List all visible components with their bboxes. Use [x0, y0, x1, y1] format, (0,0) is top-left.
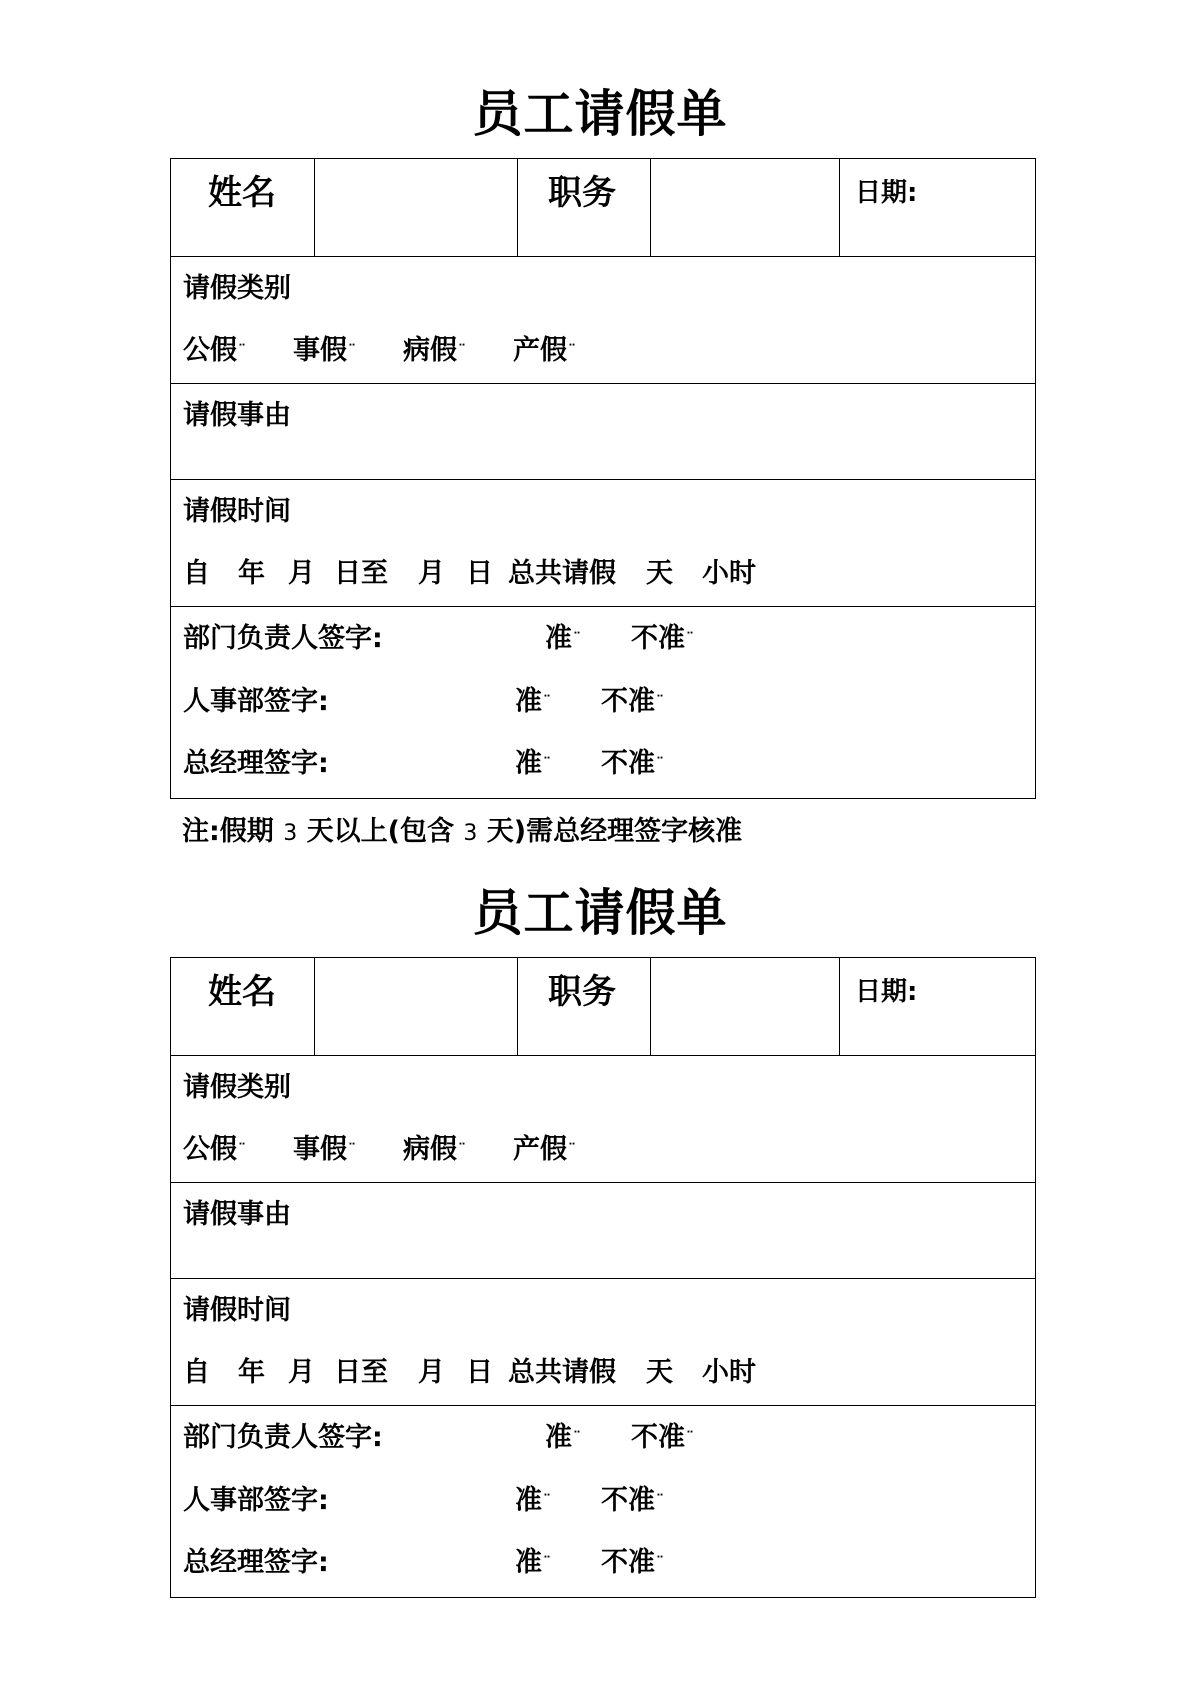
note-middle: 天以上(包含 [306, 816, 454, 847]
option-label: 公假 [183, 335, 237, 366]
checkbox-icon[interactable]: ¨ [656, 754, 664, 773]
divider [517, 958, 518, 1055]
reason-label: 请假事由 [183, 1199, 291, 1230]
form-table [170, 957, 1036, 1598]
reason-label: 请假事由 [183, 400, 291, 431]
leave-option-maternity[interactable] [513, 335, 576, 367]
name-label: 姓名 [208, 173, 276, 213]
leave-option-public[interactable] [183, 335, 246, 367]
divider [839, 958, 840, 1055]
time-hours: 小时 [702, 1357, 756, 1388]
option-label: 事假 [293, 335, 347, 366]
date-label: 日期: [855, 178, 918, 208]
checkbox-icon[interactable]: ¨ [656, 1491, 664, 1510]
divider [650, 958, 651, 1055]
time-total: 总共请假 [508, 558, 616, 589]
checkbox-icon[interactable]: ¨ [238, 341, 246, 360]
signature-row [171, 606, 1035, 798]
time-month-2: 月 [418, 1357, 445, 1388]
leave-option-personal[interactable] [293, 1134, 356, 1166]
dept-reject[interactable] [631, 1422, 694, 1454]
checkbox-icon[interactable]: ¨ [543, 1553, 551, 1572]
date-label: 日期: [855, 977, 918, 1007]
time-from: 自 [183, 558, 210, 589]
checkbox-icon[interactable]: ¨ [568, 1140, 576, 1159]
header-row [171, 958, 1035, 1055]
hr-reject[interactable] [601, 686, 664, 718]
position-label: 职务 [548, 173, 616, 213]
leave-option-maternity[interactable] [513, 1134, 576, 1166]
reason-row[interactable] [171, 1182, 1035, 1278]
option-label: 产假 [513, 1134, 567, 1165]
dept-sign-label: 部门负责人签字: [183, 623, 383, 654]
option-label: 产假 [513, 335, 567, 366]
approve-label: 准 [515, 1547, 542, 1578]
time-day-to: 日至 [334, 1357, 388, 1388]
gm-approve[interactable] [515, 748, 551, 780]
reject-label: 不准 [631, 1422, 685, 1453]
form-title: 员工请假单 [472, 884, 728, 942]
dept-approve[interactable] [545, 623, 581, 655]
reject-label: 不准 [601, 748, 655, 779]
checkbox-icon[interactable]: ¨ [458, 1140, 466, 1159]
time-day-2: 日 [466, 558, 493, 589]
checkbox-icon[interactable]: ¨ [686, 1428, 694, 1447]
time-month: 月 [288, 558, 315, 589]
divider [314, 958, 315, 1055]
hr-reject[interactable] [601, 1485, 664, 1517]
leave-option-sick[interactable] [403, 335, 466, 367]
signature-row [171, 1405, 1035, 1597]
approve-label: 准 [515, 748, 542, 779]
name-field[interactable] [316, 159, 516, 256]
option-label: 事假 [293, 1134, 347, 1165]
gm-reject[interactable] [601, 748, 664, 780]
name-label: 姓名 [208, 972, 276, 1012]
leave-option-sick[interactable] [403, 1134, 466, 1166]
time-label: 请假时间 [183, 496, 291, 527]
time-day-2: 日 [466, 1357, 493, 1388]
hr-approve[interactable] [515, 686, 551, 718]
time-day-to: 日至 [334, 558, 388, 589]
approve-label: 准 [545, 623, 572, 654]
header-row [171, 159, 1035, 256]
reject-label: 不准 [631, 623, 685, 654]
checkbox-icon[interactable]: ¨ [656, 1553, 664, 1572]
approve-label: 准 [515, 686, 542, 717]
approve-label: 准 [545, 1422, 572, 1453]
time-days: 天 [646, 558, 673, 589]
leave-option-public[interactable] [183, 1134, 246, 1166]
gm-sign-label: 总经理签字: [183, 1547, 329, 1578]
leave-option-personal[interactable] [293, 335, 356, 367]
name-field[interactable] [316, 958, 516, 1055]
reject-label: 不准 [601, 1547, 655, 1578]
checkbox-icon[interactable]: ¨ [573, 629, 581, 648]
checkbox-icon[interactable]: ¨ [348, 1140, 356, 1159]
hr-sign-label: 人事部签字: [183, 686, 329, 717]
note-prefix: 注:假期 [182, 816, 274, 847]
divider [314, 159, 315, 256]
checkbox-icon[interactable]: ¨ [543, 754, 551, 773]
checkbox-icon[interactable]: ¨ [238, 1140, 246, 1159]
form-title: 员工请假单 [472, 85, 728, 143]
time-year: 年 [238, 1357, 265, 1388]
checkbox-icon[interactable]: ¨ [686, 629, 694, 648]
hr-approve[interactable] [515, 1485, 551, 1517]
checkbox-icon[interactable]: ¨ [458, 341, 466, 360]
time-row [171, 1278, 1035, 1405]
checkbox-icon[interactable]: ¨ [543, 1491, 551, 1510]
time-hours: 小时 [702, 558, 756, 589]
position-field[interactable] [652, 159, 838, 256]
reason-row[interactable] [171, 383, 1035, 479]
time-from: 自 [183, 1357, 210, 1388]
approve-label: 准 [515, 1485, 542, 1516]
reject-label: 不准 [601, 686, 655, 717]
dept-reject[interactable] [631, 623, 694, 655]
position-label: 职务 [548, 972, 616, 1012]
note-days: 3 [463, 821, 478, 846]
time-total: 总共请假 [508, 1357, 616, 1388]
leave-type-row [171, 256, 1035, 383]
option-label: 病假 [403, 1134, 457, 1165]
reject-label: 不准 [601, 1485, 655, 1516]
checkbox-icon[interactable]: ¨ [568, 341, 576, 360]
time-month-2: 月 [418, 558, 445, 589]
checkbox-icon[interactable]: ¨ [573, 1428, 581, 1447]
time-row [171, 479, 1035, 606]
dept-approve[interactable] [545, 1422, 581, 1454]
time-label: 请假时间 [183, 1295, 291, 1326]
checkbox-icon[interactable]: ¨ [656, 692, 664, 711]
option-label: 病假 [403, 335, 457, 366]
time-month: 月 [288, 1357, 315, 1388]
divider [839, 159, 840, 256]
option-label: 公假 [183, 1134, 237, 1165]
divider [650, 159, 651, 256]
form-table [170, 158, 1036, 799]
hr-sign-label: 人事部签字: [183, 1485, 329, 1516]
note-suffix: 天)需总经理签字核准 [486, 816, 743, 847]
checkbox-icon[interactable]: ¨ [348, 341, 356, 360]
leave-type-label: 请假类别 [183, 273, 291, 304]
leave-type-row [171, 1055, 1035, 1182]
divider [517, 159, 518, 256]
leave-type-label: 请假类别 [183, 1072, 291, 1103]
time-days: 天 [646, 1357, 673, 1388]
gm-sign-label: 总经理签字: [183, 748, 329, 779]
dept-sign-label: 部门负责人签字: [183, 1422, 383, 1453]
gm-reject[interactable] [601, 1547, 664, 1579]
gm-approve[interactable] [515, 1547, 551, 1579]
time-year: 年 [238, 558, 265, 589]
checkbox-icon[interactable]: ¨ [543, 692, 551, 711]
note-days: 3 [283, 821, 298, 846]
approval-note [182, 816, 742, 850]
position-field[interactable] [652, 958, 838, 1055]
